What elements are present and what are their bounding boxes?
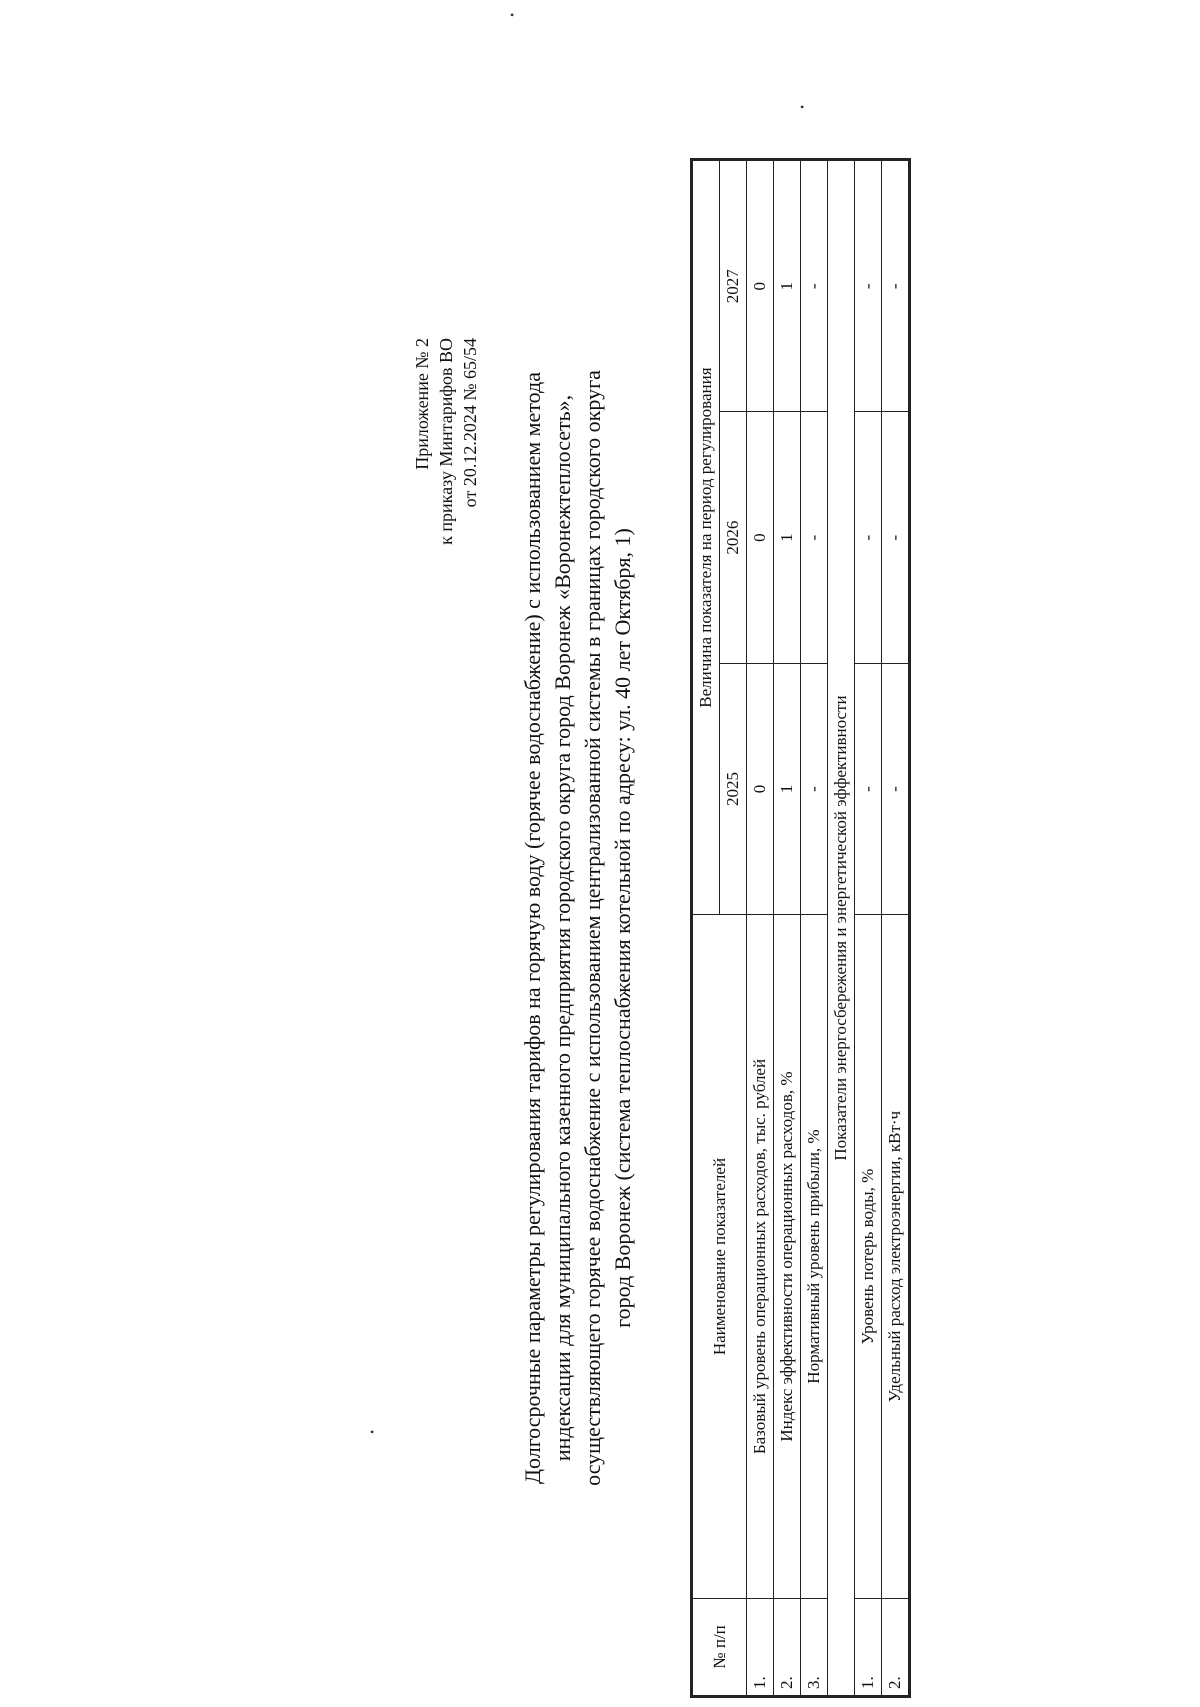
table-row: [801, 160, 828, 1697]
row-indicator-name: Нормативный уровень прибыли, %: [801, 915, 828, 1599]
row-indicator-name: Уровень потерь воды, %: [855, 915, 882, 1599]
row-value: -: [882, 412, 910, 663]
table-header-row: [692, 160, 720, 1697]
title-line-2: индексации для муниципального казенного предприятия городского округа город Воронеж «Воронежтеплосеть»,: [550, 394, 575, 1462]
table-row: [855, 160, 882, 1697]
row-value: 1: [774, 663, 801, 914]
row-number: 3.: [801, 1598, 828, 1696]
header-number: № п/п: [692, 1598, 747, 1696]
rotated-content: [410, 158, 904, 1698]
row-value: -: [801, 663, 828, 914]
parameters-table-wrapper: [690, 158, 911, 1698]
header-indicator-name: Наименование показателей: [692, 915, 747, 1599]
row-number: 2.: [882, 1598, 910, 1696]
appendix-line-2: к приказу Минтарифов ВО: [436, 338, 456, 545]
table-row: [774, 160, 801, 1697]
table-section-row: [828, 160, 855, 1697]
scan-speck: •: [800, 100, 805, 114]
row-value: -: [855, 663, 882, 914]
row-number: 2.: [774, 1598, 801, 1696]
scan-speck: •: [510, 8, 515, 22]
title-line-4: город Воронеж (система теплоснабжения котельной по адресу: ул. 40 лет Октября, 1): [610, 528, 635, 1328]
header-value-group: Величина показателя на период регулирования: [692, 160, 720, 915]
header-year: 2025: [720, 663, 747, 914]
header-year: 2026: [720, 412, 747, 663]
row-value: 1: [774, 160, 801, 412]
appendix-line-1: Приложение № 2: [412, 338, 432, 470]
row-value: -: [882, 160, 910, 412]
title-line-3: осуществляющего горячее водоснабжение с использованием централизованной системы в границах городского округа: [580, 370, 605, 1486]
row-indicator-name: Удельный расход электроэнергии, кВт·ч: [882, 915, 910, 1599]
row-value: -: [801, 412, 828, 663]
appendix-line-3: от 20.12.2024 № 65/54: [460, 338, 480, 508]
row-number: 1.: [855, 1598, 882, 1696]
row-value: -: [882, 663, 910, 914]
row-value: -: [801, 160, 828, 412]
table-row: [747, 160, 774, 1697]
title-line-1: Долгосрочные параметры регулирования тарифов на горячую воду (горячее водоснабжение) с использованием метода: [520, 372, 545, 1484]
row-value: -: [855, 160, 882, 412]
row-value: 0: [747, 663, 774, 914]
section-title: Показатели энергосбережения и энергетической эффективности: [828, 160, 855, 1697]
header-year: 2027: [720, 160, 747, 412]
row-indicator-name: Индекс эффективности операционных расходов, %: [774, 915, 801, 1599]
table-row: [882, 160, 910, 1697]
row-value: 0: [747, 412, 774, 663]
row-value: -: [855, 412, 882, 663]
row-value: 1: [774, 412, 801, 663]
appendix-header: [410, 338, 482, 545]
row-number: 1.: [747, 1598, 774, 1696]
row-value: 0: [747, 160, 774, 412]
scan-speck: •: [370, 1425, 375, 1439]
parameters-table: [690, 158, 911, 1698]
row-indicator-name: Базовый уровень операционных расходов, тыс. рублей: [747, 915, 774, 1599]
document-title: [518, 158, 638, 1698]
